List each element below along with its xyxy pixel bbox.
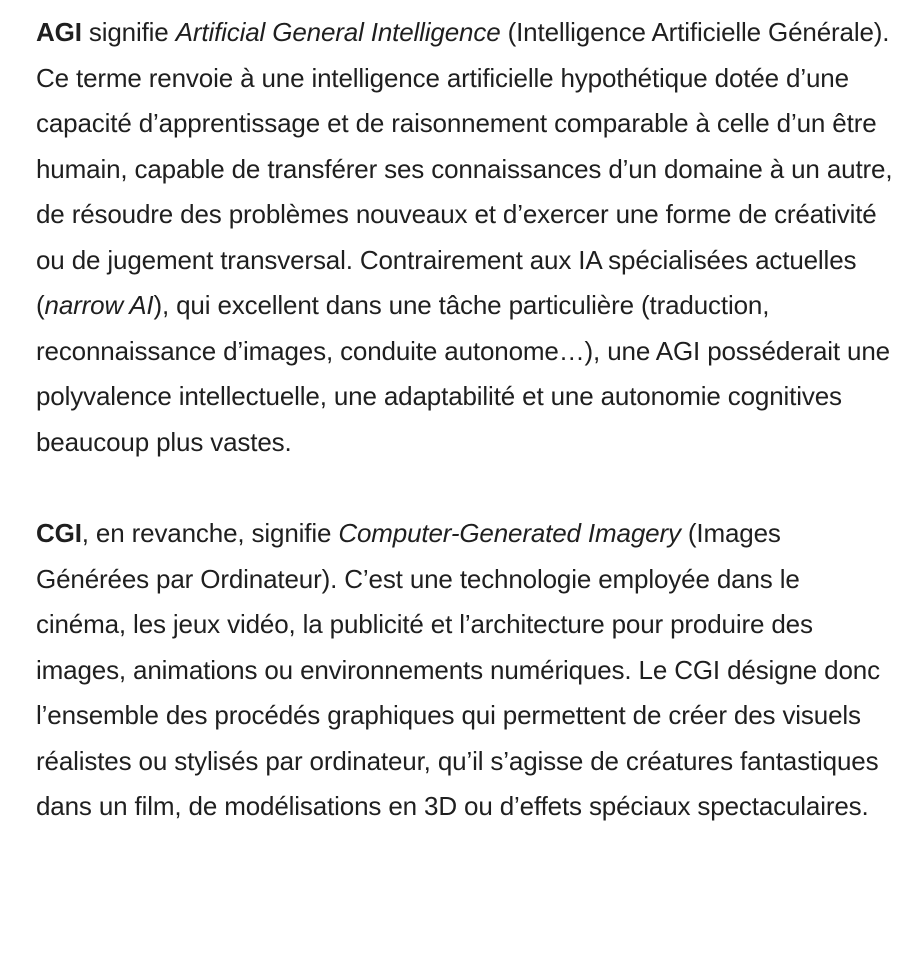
cgi-text-before-italic: , en revanche, signifie	[81, 518, 339, 548]
cgi-italic-expansion: Computer-Generated Imagery	[338, 518, 681, 548]
agi-italic-note: narrow AI	[44, 290, 154, 320]
paragraph-agi	[36, 10, 896, 465]
paragraph-cgi	[36, 511, 896, 830]
agi-text-after-italic: (Intelligence Artificielle Générale). Ce terme renvoie à une intelligence artificielle hypothétique dotée d’une capacité d’apprentissage et de raisonnement comparable à celle d’un être humain, capable de transférer ses connaissances d’un domaine à un autre, de résoudre des problèmes nouveaux et d’exercer une forme de créativité ou de jugement transversal. Contrairement aux IA spécialisées actuelles (	[36, 17, 893, 320]
term-cgi: CGI	[36, 518, 82, 548]
cgi-text-after-italic: (Images Générées par Ordinateur). C’est une technologie employée dans le cinéma, les jeux vidéo, la publicité et l’architecture pour produire des images, animations ou environnements numériques. Le CGI désigne donc l’ensemble des procédés graphiques qui permettent de créer des visuels réalistes ou stylisés par ordinateur, qu’il s’agisse de créatures fantastiques dans un film, de modélisations en 3D ou d’effets spéciaux spectaculaires.	[36, 518, 880, 821]
document-body	[36, 10, 896, 830]
agi-italic-expansion: Artificial General Intelligence	[175, 17, 501, 47]
agi-text-end: ), qui excellent dans une tâche particulière (traduction, reconnaissance d’images, conduite autonome…), une AGI posséderait une polyvalence intellectuelle, une adaptabilité et une autonomie cognitives beaucoup plus vastes.	[36, 290, 890, 457]
term-agi: AGI	[36, 17, 82, 47]
agi-text-before-italic: signifie	[81, 17, 176, 47]
